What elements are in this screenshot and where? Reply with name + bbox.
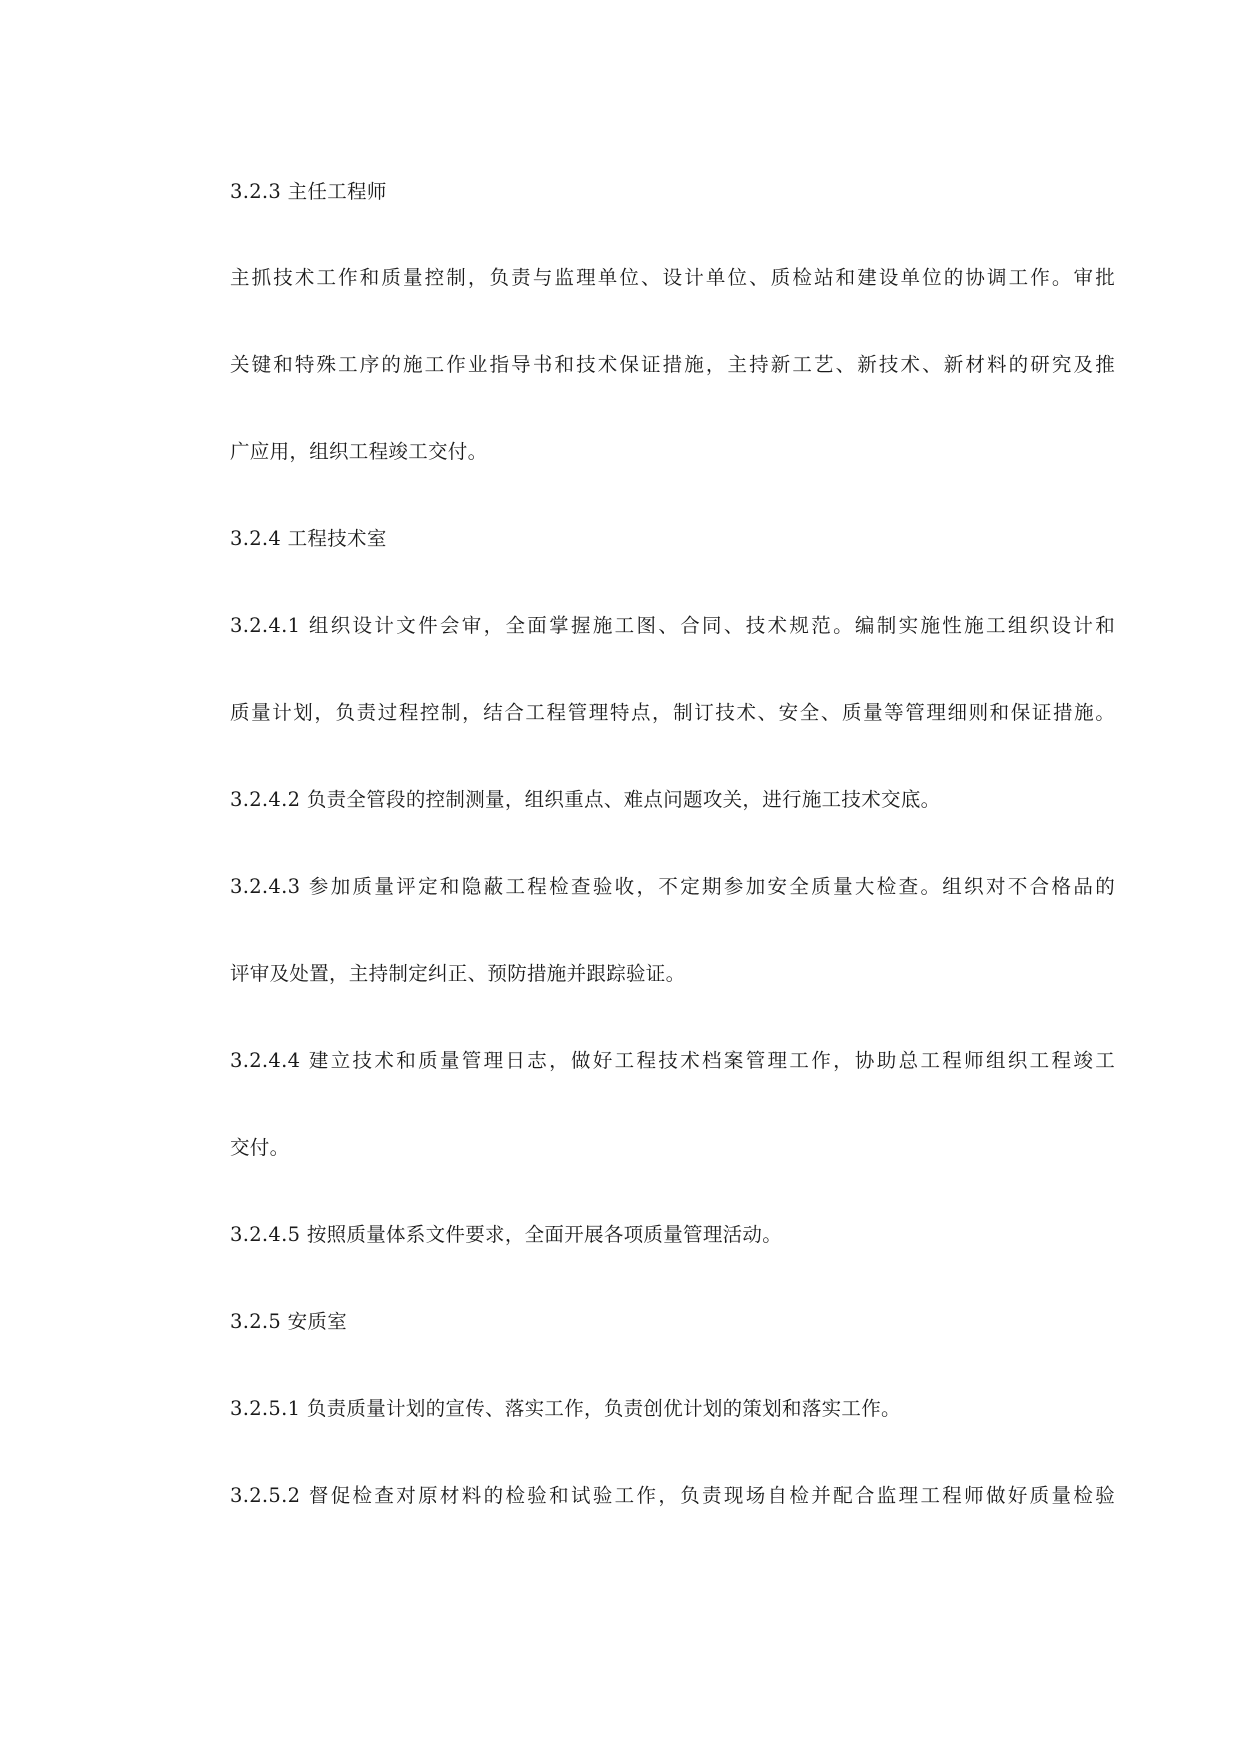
paragraph-line: 交付。 bbox=[230, 1136, 290, 1159]
heading-3-2-4: 3.2.4 工程技术室 bbox=[230, 527, 387, 550]
heading-3-2-3: 3.2.3 主任工程师 bbox=[230, 180, 387, 203]
paragraph-line: 3.2.5.1 负责质量计划的宣传、落实工作，负责创优计划的策划和落实工作。 bbox=[230, 1397, 901, 1420]
paragraph-line: 关键和特殊工序的施工作业指导书和技术保证措施，主持新工艺、新技术、新材料的研究及推 bbox=[230, 353, 1115, 376]
paragraph-line: 3.2.4.5 按照质量体系文件要求，全面开展各项质量管理活动。 bbox=[230, 1223, 783, 1246]
paragraph-line: 主抓技术工作和质量控制，负责与监理单位、设计单位、质检站和建设单位的协调工作。审批 bbox=[230, 266, 1115, 289]
paragraph-line: 3.2.4.4 建立技术和质量管理日志，做好工程技术档案管理工作，协助总工程师组织工程竣工 bbox=[230, 1049, 1115, 1072]
heading-3-2-5: 3.2.5 安质室 bbox=[230, 1310, 348, 1333]
paragraph-line: 3.2.4.2 负责全管段的控制测量，组织重点、难点问题攻关，进行施工技术交底。 bbox=[230, 788, 941, 811]
paragraph-line: 3.2.4.1 组织设计文件会审，全面掌握施工图、合同、技术规范。编制实施性施工组织设计和 bbox=[230, 614, 1115, 637]
paragraph-line: 质量计划，负责过程控制，结合工程管理特点，制订技术、安全、质量等管理细则和保证措施。 bbox=[230, 701, 1115, 724]
paragraph-line: 广应用，组织工程竣工交付。 bbox=[230, 440, 488, 463]
paragraph-line: 3.2.5.2 督促检查对原材料的检验和试验工作，负责现场自检并配合监理工程师做好质量检验 bbox=[230, 1484, 1115, 1507]
paragraph-line: 3.2.4.3 参加质量评定和隐蔽工程检查验收，不定期参加安全质量大检查。组织对不合格品的 bbox=[230, 875, 1115, 898]
paragraph-line: 评审及处置，主持制定纠正、预防措施并跟踪验证。 bbox=[230, 962, 686, 985]
